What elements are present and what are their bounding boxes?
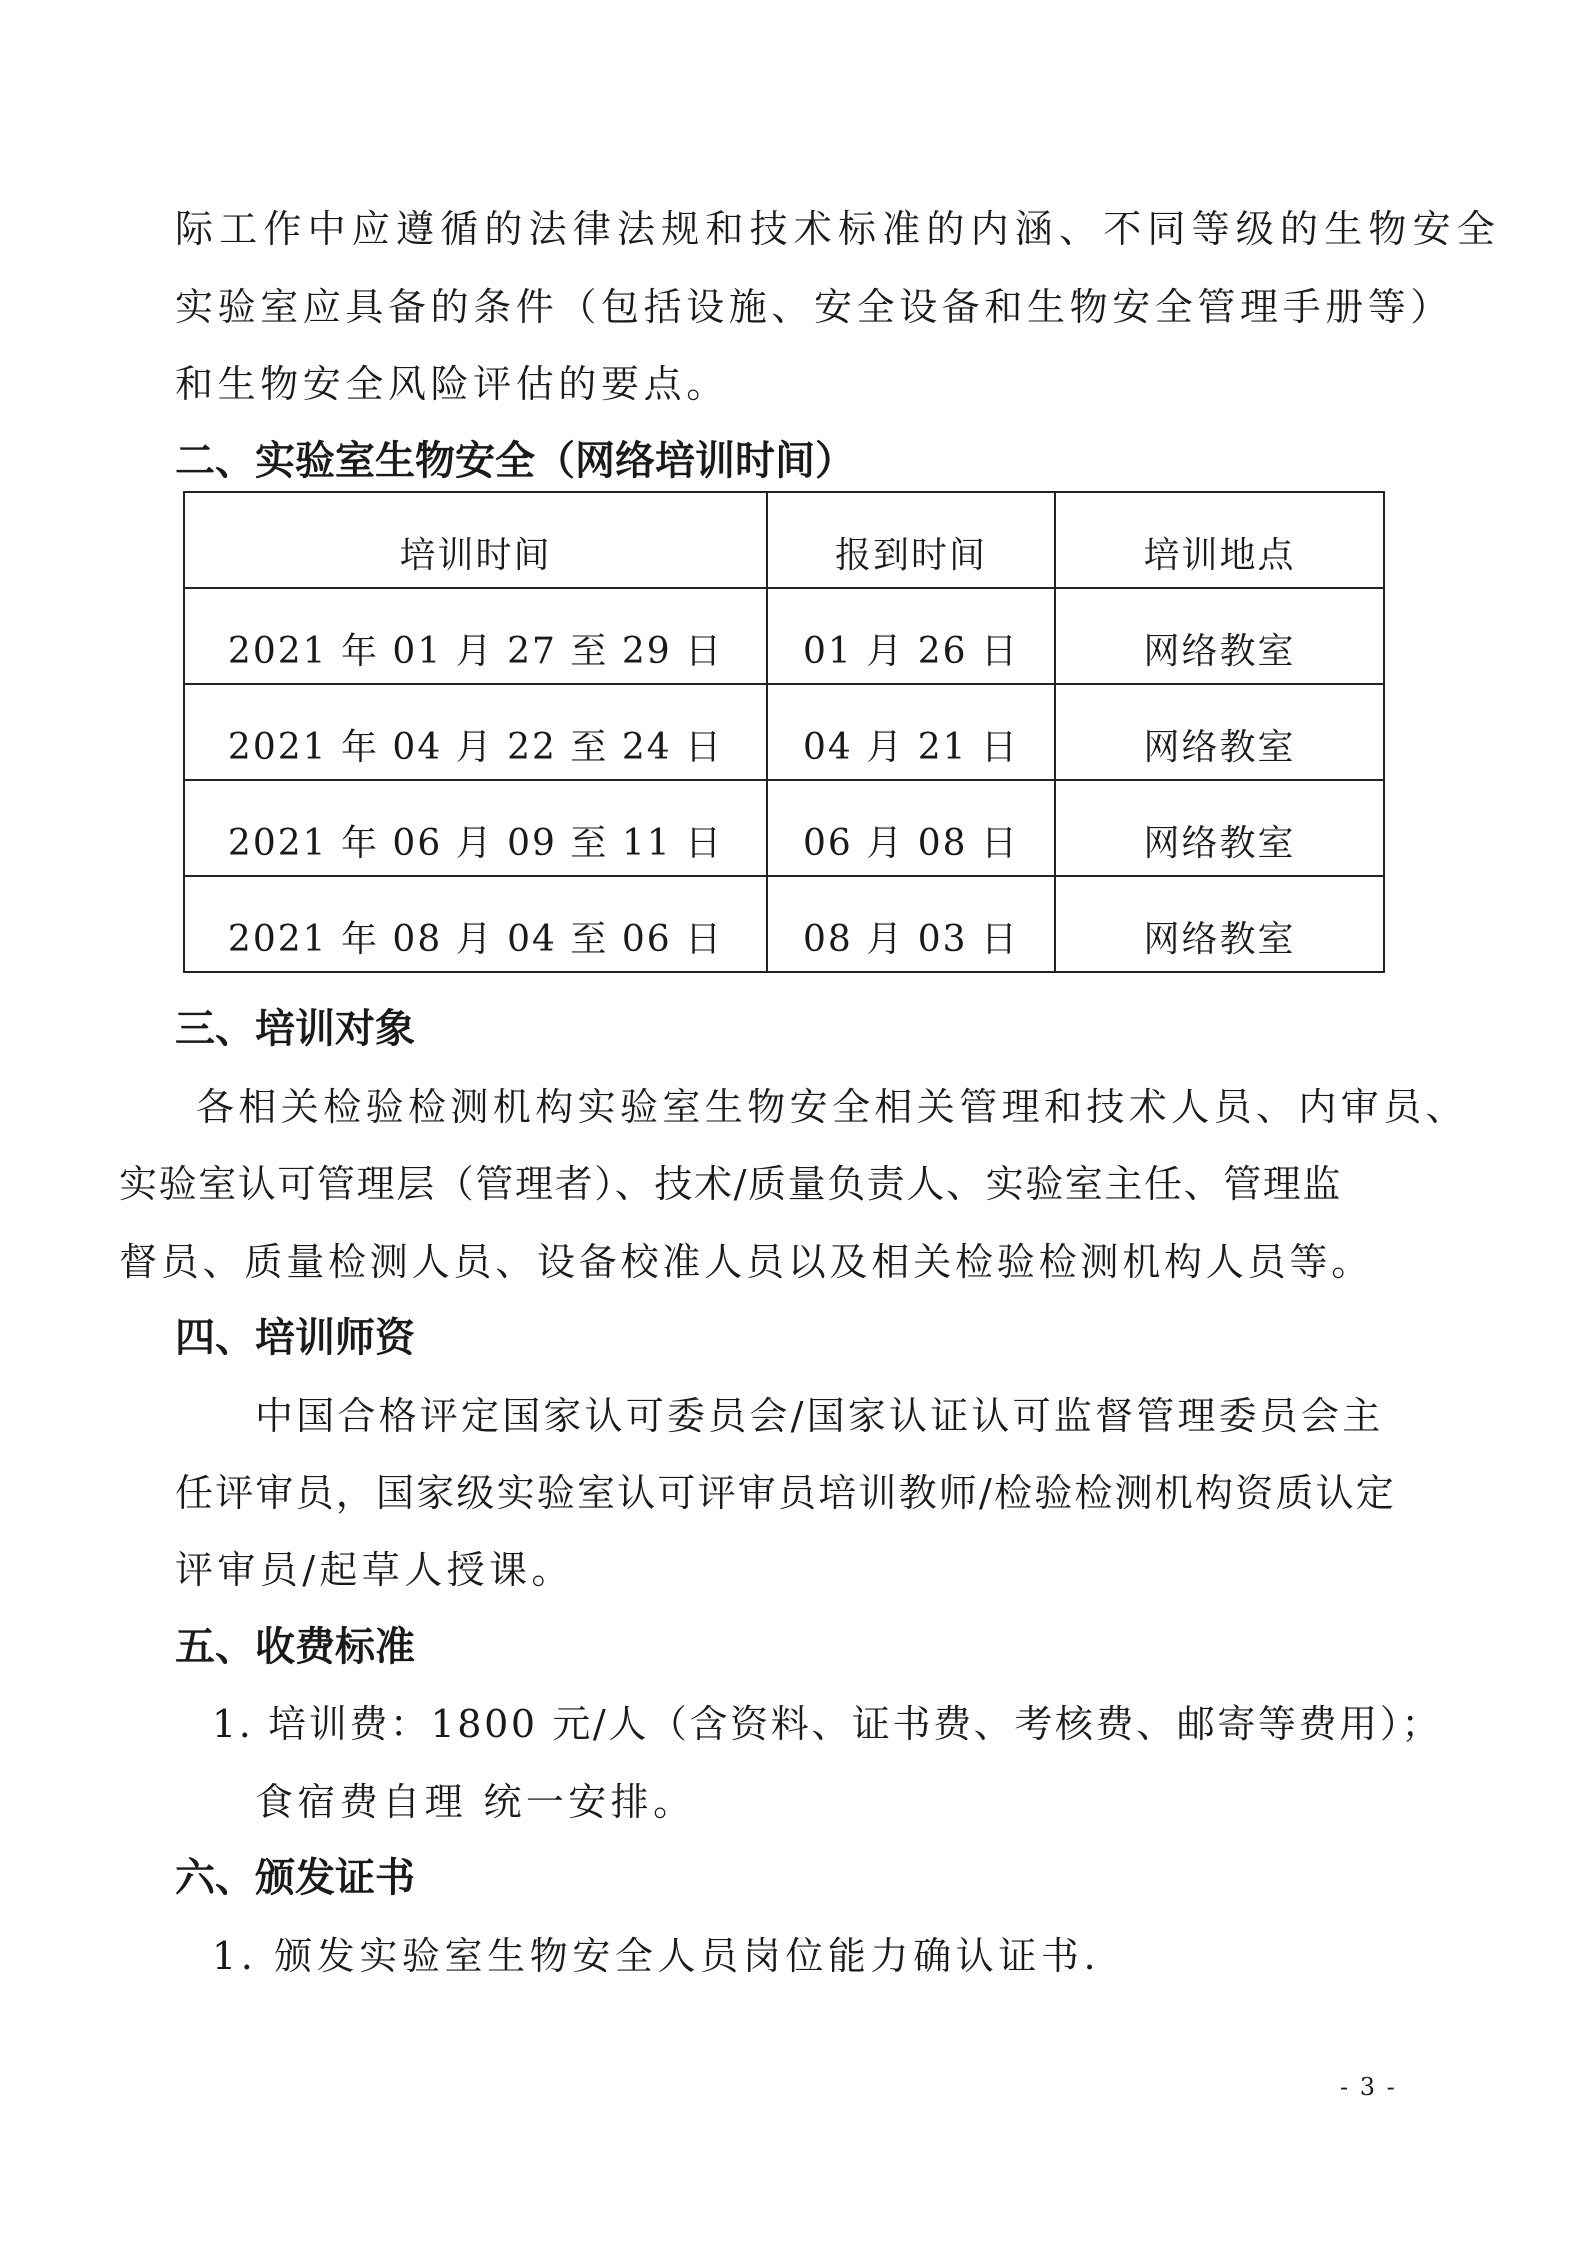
intro-line-1: 际工作中应遵循的法律法规和技术标准的内涵、不同等级的生物安全 (175, 207, 1502, 251)
training-date-cell: 2021 年 06 月 09 至 11 日 (184, 780, 767, 876)
location-cell: 网络教室 (1055, 780, 1384, 876)
section-3-line-1: 各相关检验检测机构实验室生物安全相关管理和技术人员、内审员、 (196, 1085, 1469, 1129)
table-row (184, 780, 1384, 876)
section-4-line-2: 任评审员，国家级实验室认可评审员培训教师/检验检测机构资质认定 (175, 1471, 1397, 1515)
training-date-cell: 2021 年 08 月 04 至 06 日 (184, 876, 767, 972)
section-4-heading: 四、培训师资 (175, 1315, 415, 1361)
table-header-cell: 报到时间 (767, 492, 1055, 588)
registration-date-cell: 01 月 26 日 (767, 588, 1055, 684)
section-2-heading: 二、实验室生物安全（网络培训时间） (175, 438, 855, 484)
registration-date-cell: 06 月 08 日 (767, 780, 1055, 876)
section-5-line-1: 1. 培训费：1800 元/人（含资料、证书费、考核费、邮寄等费用）； (212, 1702, 1442, 1746)
registration-date-cell: 04 月 21 日 (767, 684, 1055, 780)
location-cell: 网络教室 (1055, 588, 1384, 684)
table-header-cell: 培训时间 (184, 492, 767, 588)
location-cell: 网络教室 (1055, 684, 1384, 780)
training-date-cell: 2021 年 01 月 27 至 29 日 (184, 588, 767, 684)
table-row (184, 588, 1384, 684)
section-5-heading: 五、收费标准 (175, 1624, 415, 1670)
training-schedule-table (183, 491, 1385, 973)
page-number: - 3 - (1340, 2073, 1397, 2101)
table-row (184, 684, 1384, 780)
location-cell: 网络教室 (1055, 876, 1384, 972)
table-row (184, 876, 1384, 972)
section-6-heading: 六、颁发证书 (175, 1855, 415, 1901)
section-3-heading: 三、培训对象 (175, 1006, 415, 1052)
intro-line-2: 实验室应具备的条件（包括设施、安全设备和生物安全管理手册等） (175, 285, 1454, 329)
section-3-line-2: 实验室认可管理层（管理者）、技术/质量负责人、实验室主任、管理监 (119, 1162, 1343, 1206)
section-4-line-3: 评审员/起草人授课。 (175, 1548, 574, 1592)
registration-date-cell: 08 月 03 日 (767, 876, 1055, 972)
table-header-row (184, 492, 1384, 588)
section-6-line-1: 1. 颁发实验室生物安全人员岗位能力确认证书. (212, 1934, 1101, 1978)
intro-line-3: 和生物安全风险评估的要点。 (175, 362, 729, 406)
section-3-line-3: 督员、质量检测人员、设备校准人员以及相关检验检测机构人员等。 (119, 1240, 1374, 1284)
table-header-cell: 培训地点 (1055, 492, 1384, 588)
training-date-cell: 2021 年 04 月 22 至 24 日 (184, 684, 767, 780)
section-4-line-1: 中国合格评定国家认可委员会/国家认证认可监督管理委员会主 (255, 1394, 1384, 1438)
section-5-line-2: 食宿费自理 统一安排。 (255, 1780, 696, 1824)
